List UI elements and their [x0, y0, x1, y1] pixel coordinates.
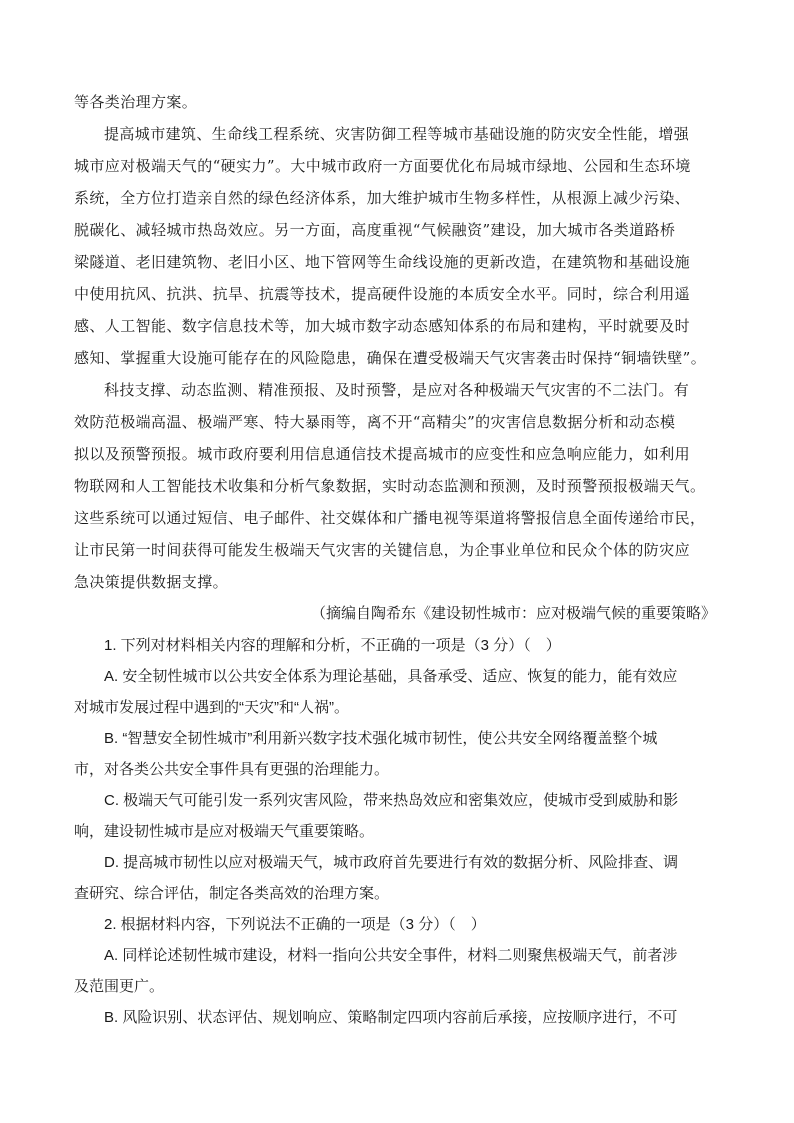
passage-line: 物联网和人工智能技术收集和分析气象数据，实时动态监测和预测，及时预警预报极端天气。 — [74, 477, 706, 495]
option-line: C. 极端天气可能引发一系列灾害风险，带来热岛效应和密集效应，使城市受到威胁和影 — [104, 792, 679, 809]
passage-line: 感、人工智能、数字信息技术等，加大城市数字动态感知体系的布局和建构，平时就要及时 — [74, 317, 691, 335]
document-page — [74, 86, 724, 1033]
option-line: A. 安全韧性城市以公共安全体系为理论基础，具备承受、适应、恢复的能力，能有效应 — [104, 668, 678, 685]
passage-line: 急决策提供数据支撑。 — [74, 573, 229, 591]
option-line: B. 风险识别、状态评估、规划响应、策略制定四项内容前后承接，应按顺序进行，不可 — [104, 1009, 678, 1026]
passage-line: 脱碳化、减轻城市热岛效应。另一方面，高度重视“气候融资”建设，加大城市各类道路桥 — [74, 221, 676, 239]
passage-line: 梁隧道、老旧建筑物、老旧小区、地下管网等生命线设施的更新改造，在建筑物和基础设施 — [74, 253, 691, 271]
option-line: 查研究、综合评估，制定各类高效的治理方案。 — [74, 885, 390, 902]
option-line: A. 同样论述韧性城市建设，材料一指向公共安全事件，材料二则聚焦极端天气，前者涉 — [104, 947, 678, 964]
source-citation: （摘编自陶希东《建设韧性城市：应对极端气候的重要策略》 — [310, 605, 716, 622]
passage-line: 城市应对极端天气的“硬实力”。大中城市政府一方面要优化布局城市绿地、公园和生态环境 — [74, 157, 691, 175]
option-line: 市，对各类公共安全事件具有更强的治理能力。 — [74, 761, 390, 778]
option-line: D. 提高城市韧性以应对极端天气，城市政府首先要进行有效的数据分析、风险排查、调 — [104, 854, 679, 871]
question-stem: 1. 下列对材料相关内容的理解和分析，不正确的一项是（3 分）（ ） — [104, 637, 561, 654]
question-stem: 2. 根据材料内容，下列说法不正确的一项是（3 分）（ ） — [104, 916, 486, 933]
option-line: 及范围更广。 — [74, 978, 165, 995]
passage-line: 等各类治理方案。 — [74, 93, 198, 111]
passage-line: 拟以及预警预报。城市政府要利用信息通信技术提高城市的应变性和应急响应能力，如利用 — [74, 445, 691, 463]
passage-line: 这些系统可以通过短信、电子邮件、社交媒体和广播电视等渠道将警报信息全面传递给市民， — [74, 509, 706, 527]
option-line: 对城市发展过程中遇到的“天灾”和“人祸”。 — [74, 699, 349, 716]
passage-line: 效防范极端高温、极端严寒、特大暴雨等，离不开“高精尖”的灾害信息数据分析和动态模 — [74, 413, 676, 431]
option-line: B. “智慧安全韧性城市”利用新兴数字技术强化城市韧性，使公共安全网络覆盖整个城 — [104, 730, 658, 747]
option-line: 响，建设韧性城市是应对极端天气重要策略。 — [74, 823, 375, 840]
passage-line: 系统，全方位打造亲自然的绿色经济体系，加大维护城市生物多样性，从根源上减少污染、 — [74, 189, 691, 207]
passage-line: 让市民第一时间获得可能发生极端天气灾害的关键信息，为企事业单位和民众个体的防灾应 — [74, 541, 691, 559]
passage-line: 科技支撑、动态监测、精准预报、及时预警，是应对各种极端天气灾害的不二法门。有 — [104, 381, 690, 399]
passage-line: 中使用抗风、抗洪、抗旱、抗震等技术，提高硬件设施的本质安全水平。同时，综合利用遥 — [74, 285, 691, 303]
passage-line: 提高城市建筑、生命线工程系统、灾害防御工程等城市基础设施的防灾安全性能，增强 — [104, 125, 690, 143]
passage-line: 感知、掌握重大设施可能存在的风险隐患，确保在遭受极端天气灾害袭击时保持“铜墙铁壁”。 — [74, 349, 707, 367]
questions — [74, 630, 724, 1033]
passage — [74, 86, 724, 630]
